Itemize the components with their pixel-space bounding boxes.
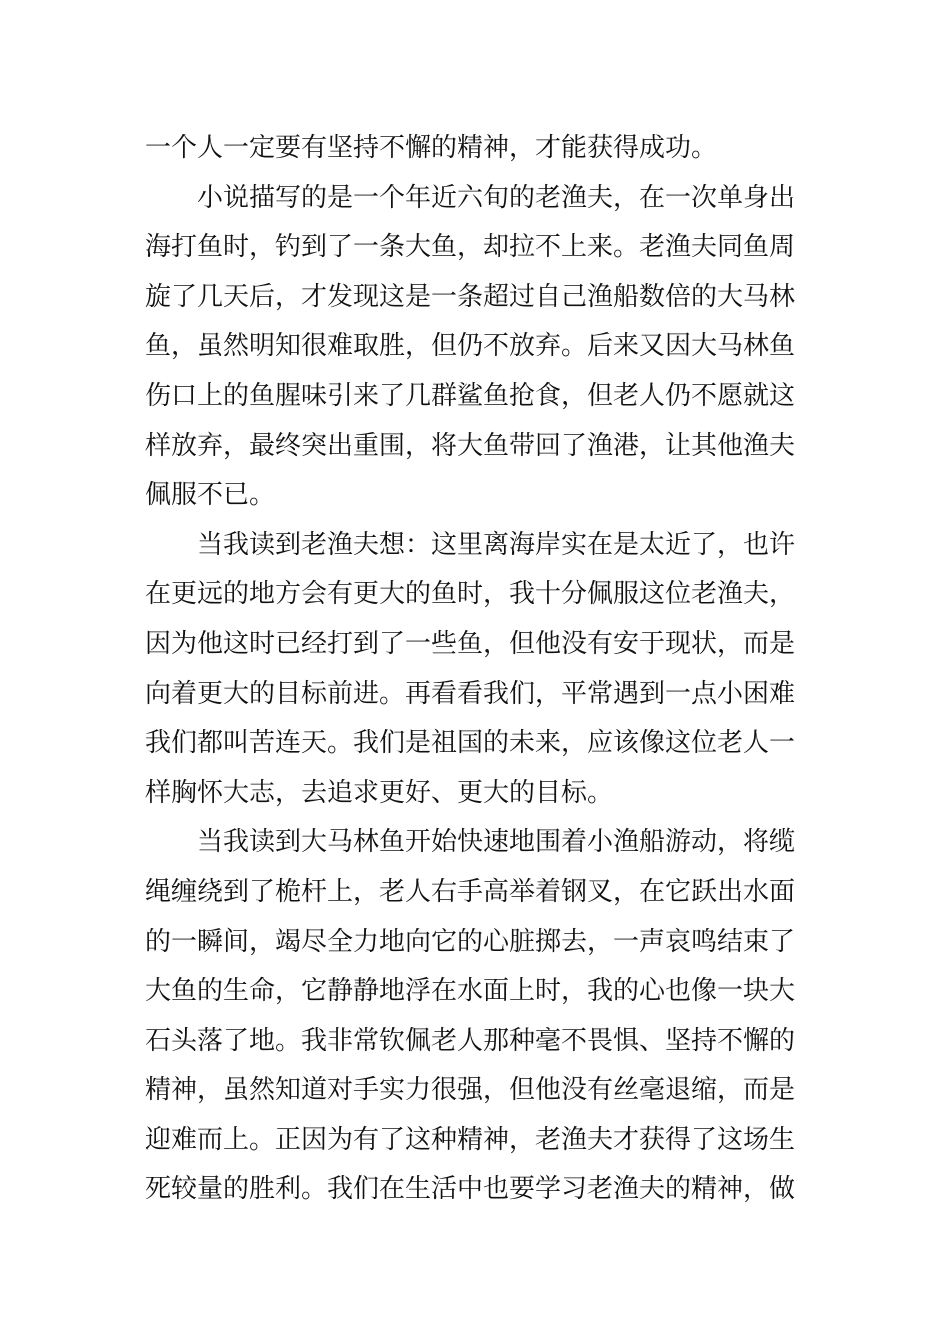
text-line: 海打鱼时，钓到了一条大鱼，却拉不上来。老渔夫同鱼周	[145, 232, 796, 263]
paragraph-start-line: 当我读到大马林鱼开始快速地围着小渔船游动，将缆	[197, 827, 796, 858]
text-line: 大鱼的生命，它静静地浮在水面上时，我的心也像一块大	[145, 976, 796, 1007]
text-line: 绳缠绕到了桅杆上，老人右手高举着钢叉，在它跃出水面	[145, 876, 796, 907]
text-line: 的一瞬间，竭尽全力地向它的心脏掷去，一声哀鸣结束了	[145, 926, 796, 957]
text-line: 在更远的地方会有更大的鱼时，我十分佩服这位老渔夫，	[145, 579, 796, 610]
text-line: 死较量的胜利。我们在生活中也要学习老渔夫的精神，做	[145, 1174, 796, 1205]
text-line: 因为他这时已经打到了一些鱼，但他没有安于现状，而是	[145, 628, 796, 659]
text-line: 精神，虽然知道对手实力很强，但他没有丝毫退缩，而是	[145, 1075, 796, 1106]
text-line: 迎难而上。正因为有了这种精神，老渔夫才获得了这场生	[145, 1124, 796, 1155]
text-line: 向着更大的目标前进。再看看我们，平常遇到一点小困难	[145, 678, 796, 709]
text-line: 样胸怀大志，去追求更好、更大的目标。	[145, 777, 614, 808]
text-line: 伤口上的鱼腥味引来了几群鲨鱼抢食，但老人仍不愿就这	[145, 380, 796, 411]
text-line: 石头落了地。我非常钦佩老人那种毫不畏惧、坚持不懈的	[145, 1025, 796, 1056]
text-line: 鱼，虽然明知很难取胜，但仍不放弃。后来又因大马林鱼	[145, 331, 796, 362]
text-line: 样放弃，最终突出重围，将大鱼带回了渔港，让其他渔夫	[145, 430, 796, 461]
text-line: 佩服不已。	[145, 480, 276, 511]
paragraph-start-line: 当我读到老渔夫想：这里离海岸实在是太近了，也许	[197, 529, 796, 560]
text-line: 旋了几天后，才发现这是一条超过自己渔船数倍的大马林	[145, 281, 796, 312]
text-line: 我们都叫苦连天。我们是祖国的未来，应该像这位老人一	[145, 728, 796, 759]
paragraph-start-line: 小说描写的是一个年近六旬的老渔夫，在一次单身出	[197, 182, 796, 213]
document-body	[145, 124, 807, 1215]
text-line: 一个人一定要有坚持不懈的精神，才能获得成功。	[145, 133, 718, 163]
